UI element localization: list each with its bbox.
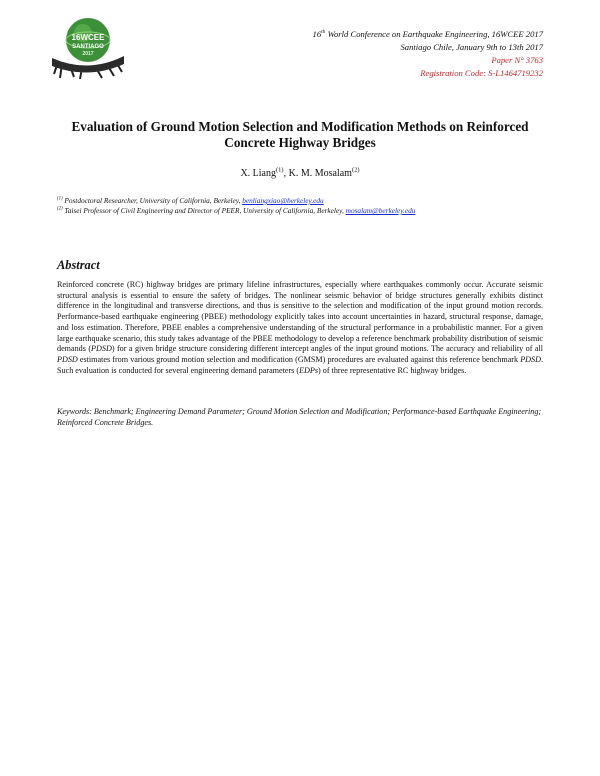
affiliation-2: $^{(2)}$ Taisei Professor of Civil Engineering and Director of PEER, University of California, Berkeley, mosalam@berkeley.edu	[57, 206, 416, 215]
affiliations	[57, 196, 543, 216]
registration-code: Registration Code: S-L1464719232	[420, 68, 543, 78]
paper-number: Paper N° 3763	[491, 55, 543, 65]
affiliation-1: $^{(1)}$ Postdoctoral Researcher, University of California, Berkeley, benliangxiao@berkeley.edu	[57, 196, 324, 205]
author-2: K. M. Mosalam	[288, 168, 352, 179]
author-1: X. Liang	[240, 168, 276, 179]
conference-logo	[52, 14, 124, 80]
abstract-heading: Abstract	[57, 258, 100, 272]
authors: X. Liang$^{(1)}$, K. M. Mosalam$^{(2)}$	[240, 166, 360, 179]
email-link-1[interactable]: benliangxiao@berkeley.edu	[242, 196, 324, 205]
svg-text:SANTIAGO: SANTIAGO	[72, 44, 104, 50]
email-link-2[interactable]: mosalam@berkeley.edu	[345, 206, 416, 215]
conference-header	[313, 28, 543, 80]
conference-location: Santiago Chile, January 9th to 13th 2017	[400, 42, 543, 52]
conference-name: 16th World Conference on Earthquake Engineering, 16WCEE 2017	[312, 29, 543, 39]
paper-title: Evaluation of Ground Motion Selection and Modification Methods on Reinforced Concrete Highway Bridges	[71, 119, 529, 150]
keywords: Keywords: Benchmark; Engineering Demand Parameter; Ground Motion Selection and Modification; Performance-based Earthquake Engineering; Reinforced Concrete Bridges.	[57, 407, 542, 427]
abstract-body: Reinforced concrete (RC) highway bridges are primary lifeline infrastructures, especially where earthquakes commonly occur. Accurate seismic structural analysis is essential to ensure the safety of bridges. The nonlinear seismic behavior of bridge structures generally exhibits distinct difference in the longitudinal and transverse directions, and thus is sensitive to the selection and modification of the input ground motion records. Performance-based earthquake engineering (PBEE) methodology explicitly takes into account uncertainties in hazard, structural response, damage, and loss estimation. Therefore, PBEE enables a comprehensive understanding of the structural performance in a probabilistic manner. For a given large earthquake scenario, this study takes advantage of the PBEE methodology to develop a reference benchmark probability distribution of seismic demands (PDSD) for a given bridge structure considering different intercept angles of the input ground motions. The accuracy and reliability of all PDSD estimates from various ground motion selection and modification (GMSM) procedures are evaluated against this reference benchmark PDSD. Such evaluation is conducted for several engineering demand parameters (EDPs) of three representative RC highway bridges.	[57, 280, 543, 375]
svg-text:2017: 2017	[82, 51, 94, 57]
svg-text:16WCEE: 16WCEE	[71, 33, 105, 42]
